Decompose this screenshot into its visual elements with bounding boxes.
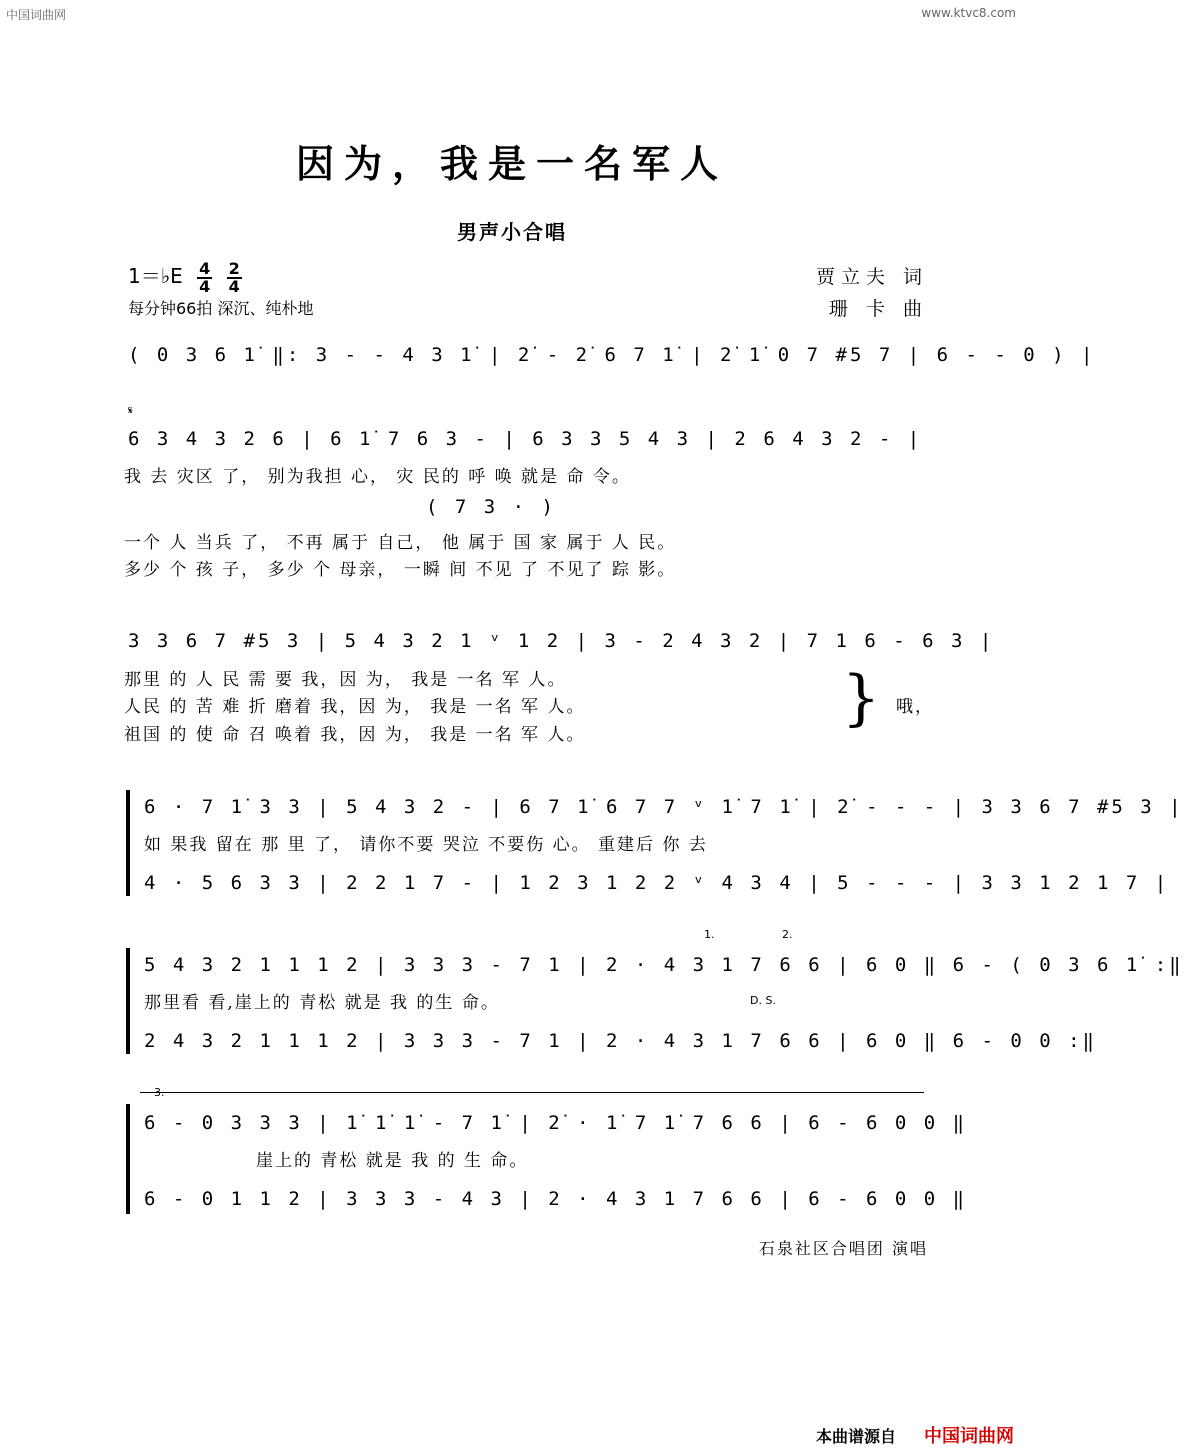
time-signature-2: $\frac{2}{4}$ <box>228 258 240 296</box>
key-signature <box>128 260 242 295</box>
refrain-lyric-2: 人民 的 苦 难 折 磨着 我，因 为， 我是 一名 军 人。 <box>124 697 586 717</box>
part1-lyric-s5: 那里看 看,崖上的 青松 就是 我 的生 命。 <box>144 993 500 1013</box>
key-label: 1＝♭E <box>128 264 183 288</box>
part1-notes-s4: 6 · 7 1̇ 3 3 | 5 4 3 2 - | 6 7 1̇ 6 7 7 ᵛ 1̇ 7 1̇ | 2̇ - - - | 3 3 6 7 #5 3 | <box>144 796 1184 818</box>
composer-credit: 珊 卡 曲 <box>828 298 928 320</box>
song-subtitle: 男声小合唱 <box>457 220 567 244</box>
source-label: 本曲谱源自 <box>816 1427 897 1446</box>
dal-segno: D. S. <box>750 994 776 1007</box>
volta-3: 3. <box>154 1086 165 1099</box>
time-signature-1: $\frac{4}{4}$ <box>199 258 211 296</box>
refrain-lyric-1: 那里 的 人 民 需 要 我，因 为， 我是 一名 军 人。 <box>124 670 567 690</box>
segno-sign: 𝄋 <box>128 404 133 417</box>
refrain-notes: 3 3 6 7 #5 3 | 5 4 3 2 1 ᵛ 1 2 | 3 - 2 4 3 2 | 7 1 6 - 6 3 | <box>128 630 995 652</box>
verse-parenthetical: ( 7 3 · ) <box>426 496 556 518</box>
refrain-oh: 哦， <box>896 697 934 717</box>
intro-notes: ( 0 3 6 1̇ ‖: 3 - - 4 3 1̇ | 2̇ - 2̇ 6 7 1̇ | 2̇ 1̇ 0 7 #5 7 | 6 - - 0 ) | <box>128 344 1096 366</box>
system5-brace <box>126 948 130 1054</box>
verse-lyric-1: 我 去 灾区 了， 别为我担 心， 灾 民的 呼 唤 就是 命 令。 <box>124 467 631 487</box>
part2-notes-s4: 4 · 5 6 3 3 | 2 2 1 7 - | 1 2 3 1 2 2 ᵛ 4 3 4 | 5 - - - | 3 3 1 2 1 7 | <box>144 872 1170 894</box>
site-url: www.ktvc8.com <box>921 6 1016 20</box>
song-title: 因为，我是一名军人 <box>295 141 728 186</box>
volta-3-bracket <box>140 1092 924 1093</box>
tempo-marking: 每分钟66拍 深沉、纯朴地 <box>128 299 314 318</box>
refrain-brace: } <box>842 663 881 733</box>
verse-lyric-2: 一个 人 当兵 了， 不再 属于 自己， 他 属于 国 家 属于 人 民。 <box>124 533 677 553</box>
system4-brace <box>126 790 130 896</box>
volta-2: 2. <box>782 928 793 941</box>
part2-notes-s5: 2 4 3 2 1 1 1 2 | 3 3 3 - 7 1 | 2 · 4 3 1 7 6 6 | 6 0 ‖ 6 - 0 0 :‖ <box>144 1030 1097 1052</box>
part1-lyric-s4: 如 果我 留在 那 里 了， 请你不要 哭泣 不要伤 心。 重建后 你 去 <box>144 835 708 855</box>
part1-notes-s6: 6 - 0 3 3 3 | 1̇ 1̇ 1̇ - 7 1̇ | 2̇ · 1̇ 7 1̇ 7 6 6 | 6 - 6 0 0 ‖ <box>144 1112 968 1134</box>
site-watermark-left: 中国词曲网 <box>6 8 67 22</box>
part1-notes-s5: 5 4 3 2 1 1 1 2 | 3 3 3 - 7 1 | 2 · 4 3 1 7 6 6 | 6 0 ‖ 6 - ( 0 3 6 1̇ :‖ <box>144 954 1184 976</box>
performer-credit: 石泉社区合唱团 演唱 <box>758 1239 928 1258</box>
part1-lyric-s6: 崖上的 青松 就是 我 的 生 命。 <box>256 1151 529 1171</box>
volta-1: 1. <box>704 928 715 941</box>
lyricist-credit: 贾立夫 词 <box>815 266 928 288</box>
verse-notes: 6 3 4 3 2 6 | 6 1̇ 7 6 3 - | 6 3 3 5 4 3 | 2 6 4 3 2 - | <box>128 428 923 450</box>
refrain-lyric-3: 祖国 的 使 命 召 唤着 我，因 为， 我是 一名 军 人。 <box>124 725 586 745</box>
verse-lyric-3: 多少 个 孩 子， 多少 个 母亲， 一瞬 间 不见 了 不见了 踪 影。 <box>124 560 677 580</box>
source-site: 中国词曲网 <box>924 1426 1014 1447</box>
part2-notes-s6: 6 - 0 1 1 2 | 3 3 3 - 4 3 | 2 · 4 3 1 7 6 6 | 6 - 6 0 0 ‖ <box>144 1188 968 1210</box>
system6-brace <box>126 1104 130 1214</box>
